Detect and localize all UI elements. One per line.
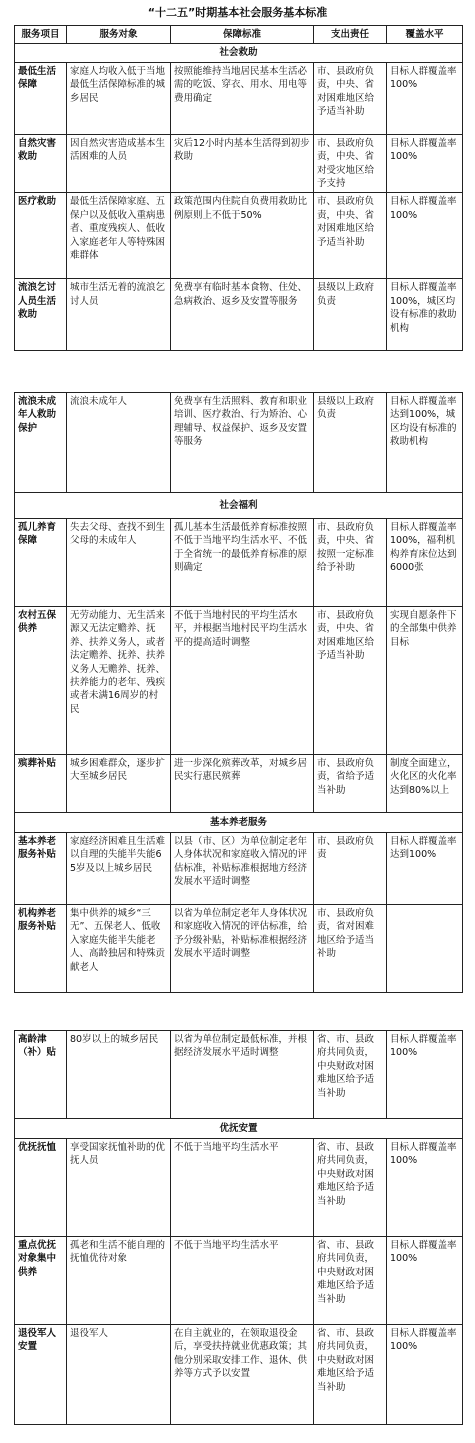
table-row — [15, 193, 463, 279]
cell-item: 高龄津（补）贴 — [15, 1031, 67, 1119]
table-row — [15, 1139, 463, 1237]
cell-item: 医疗救助 — [15, 193, 67, 279]
standards-table-part-1 — [14, 25, 463, 351]
cell-item: 基本养老服务补贴 — [15, 833, 67, 905]
cell-standard: 进一步深化殡葬改革，对城乡居民实行惠民殡葬 — [171, 755, 314, 813]
cell-item: 农村五保供养 — [15, 607, 67, 755]
section-social-assistance: 社会救助 — [15, 44, 463, 62]
header-service-target: 服务对象 — [67, 26, 171, 44]
cell-expenditure: 市、县政府负责，中央、省对困难地区给予适当补助 — [314, 607, 387, 755]
section-social-welfare: 社会福利 — [15, 493, 463, 519]
cell-item: 重点优抚对象集中供养 — [15, 1237, 67, 1325]
cell-target: 因自然灾害造成基本生活困难的人员 — [67, 134, 171, 193]
cell-standard: 按照能维持当地居民基本生活必需的吃饭、穿衣、用水、用电等费用确定 — [171, 62, 314, 134]
cell-expenditure: 市、县政府负责，中央、省按照一定标准给予补助 — [314, 519, 387, 607]
cell-target: 家庭人均收入低于当地最低生活保障标准的城乡居民 — [67, 62, 171, 134]
cell-coverage: 目标人群覆盖率100%，城区均设有标准的救助机构 — [387, 279, 463, 351]
cell-expenditure: 市、县政府负责，中央、省对困难地区给予适当补助 — [314, 62, 387, 134]
cell-expenditure: 县级以上政府负责 — [314, 393, 387, 493]
cell-coverage — [387, 905, 463, 993]
table-row — [15, 905, 463, 993]
cell-coverage: 目标人群覆盖率100% — [387, 62, 463, 134]
cell-item: 流浪乞讨人员生活救助 — [15, 279, 67, 351]
cell-expenditure: 市、县政府负责，中央、省对困难地区给予适当补助 — [314, 193, 387, 279]
header-row — [15, 26, 463, 44]
cell-expenditure: 市、县政府负责，省对困难地区给予适当补助 — [314, 905, 387, 993]
cell-target: 城市生活无着的流浪乞讨人员 — [67, 279, 171, 351]
cell-expenditure: 市、县政府负责 — [314, 833, 387, 905]
cell-standard: 在自主就业的，在领取退役金后，享受扶持就业优惠政策；其他分别采取安排工作、退休、供养等方式予以安置 — [171, 1325, 314, 1425]
cell-coverage: 目标人群覆盖率达到100% — [387, 833, 463, 905]
cell-item: 流浪未成年人救助保护 — [15, 393, 67, 493]
cell-expenditure: 市、县政府负责，省给予适当补助 — [314, 755, 387, 813]
cell-standard: 以省为单位制定老年人身体状况和家庭收入情况的评估标准，给予分级补贴，补贴标准根据经济发展水平适时调整 — [171, 905, 314, 993]
cell-target: 城乡困难群众，逐步扩大至城乡居民 — [67, 755, 171, 813]
cell-target: 80岁以上的城乡居民 — [67, 1031, 171, 1119]
cell-coverage: 目标人群覆盖率达到100%，城区均设有标准的救助机构 — [387, 393, 463, 493]
cell-target: 孤老和生活不能自理的抚恤优待对象 — [67, 1237, 171, 1325]
cell-target: 享受国家抚恤补助的优抚人员 — [67, 1139, 171, 1237]
cell-expenditure: 省、市、县政府共同负责，中央财政对困难地区给予适当补助 — [314, 1139, 387, 1237]
cell-item: 优抚抚恤 — [15, 1139, 67, 1237]
cell-coverage: 目标人群覆盖率100% — [387, 193, 463, 279]
cell-standard: 不低于当地平均生活水平 — [171, 1139, 314, 1237]
cell-target: 退役军人 — [67, 1325, 171, 1425]
cell-expenditure: 市、县政府负责，中央、省对受灾地区给予支持 — [314, 134, 387, 193]
cell-standard: 以省为单位制定最低标准，并根据经济发展水平适时调整 — [171, 1031, 314, 1119]
section-row — [15, 1119, 463, 1139]
table-row — [15, 134, 463, 193]
section-row — [15, 813, 463, 833]
header-coverage: 覆盖水平 — [387, 26, 463, 44]
table-row — [15, 519, 463, 607]
cell-coverage: 目标人群覆盖率100% — [387, 134, 463, 193]
table-row — [15, 393, 463, 493]
cell-standard: 不低于当地村民的平均生活水平，并根据当地村民平均生活水平的提高适时调整 — [171, 607, 314, 755]
section-row — [15, 493, 463, 519]
section-elderly-services: 基本养老服务 — [15, 813, 463, 833]
cell-coverage: 实现自愿条件下的全部集中供养目标 — [387, 607, 463, 755]
cell-standard: 免费享有临时基本食物、住处、急病救治、返乡及安置等服务 — [171, 279, 314, 351]
cell-target: 失去父母、查找不到生父母的未成年人 — [67, 519, 171, 607]
cell-target: 流浪未成年人 — [67, 393, 171, 493]
header-service-item: 服务项目 — [15, 26, 67, 44]
cell-item: 殡葬补贴 — [15, 755, 67, 813]
cell-item: 孤儿养育保障 — [15, 519, 67, 607]
cell-expenditure: 县级以上政府负责 — [314, 279, 387, 351]
table-row — [15, 279, 463, 351]
cell-coverage: 目标人群覆盖率100% — [387, 1139, 463, 1237]
cell-coverage: 目标人群覆盖率100% — [387, 1325, 463, 1425]
standards-table-part-3 — [14, 1030, 463, 1425]
cell-item: 机构养老服务补贴 — [15, 905, 67, 993]
cell-standard: 灾后12小时内基本生活得到初步救助 — [171, 134, 314, 193]
standards-table-part-2 — [14, 392, 463, 993]
section-special-care: 优抚安置 — [15, 1119, 463, 1139]
cell-coverage: 目标人群覆盖率100% — [387, 1237, 463, 1325]
cell-item: 退役军人安置 — [15, 1325, 67, 1425]
cell-expenditure: 省、市、县政府共同负责，中央财政对困难地区给予适当补助 — [314, 1325, 387, 1425]
table-row — [15, 1237, 463, 1325]
cell-target: 最低生活保障家庭、五保户以及低收入重病患者、重度残疾人、低收入家庭老年人等特殊困难群体 — [67, 193, 171, 279]
cell-coverage: 目标人群覆盖率100%，福利机构养育床位达到6000张 — [387, 519, 463, 607]
cell-standard: 免费享有生活照料、教育和职业培训、医疗救治、行为矫治、心理辅导、权益保护、返乡及安置等服务 — [171, 393, 314, 493]
table-row — [15, 833, 463, 905]
table-row — [15, 607, 463, 755]
cell-target: 家庭经济困难且生活难以自理的失能半失能65岁及以上城乡居民 — [67, 833, 171, 905]
cell-target: 集中供养的城乡“三无”、五保老人、低收入家庭失能半失能老人、高龄独居和特殊贡献老人 — [67, 905, 171, 993]
cell-coverage: 目标人群覆盖率100% — [387, 1031, 463, 1119]
table-row — [15, 755, 463, 813]
cell-target: 无劳动能力、无生活来源又无法定赡养、抚养、扶养义务人，或者法定赡养、抚养、扶养义务人无赡养、抚养、扶养能力的老年、残疾或者未满16周岁的村民 — [67, 607, 171, 755]
page-title: “十二五”时期基本社会服务基本标准 — [147, 6, 328, 19]
cell-standard: 以县（市、区）为单位制定老年人身体状况和家庭收入情况的评估标准，补贴标准根据地方经济发展水平适时调整 — [171, 833, 314, 905]
table-row — [15, 1031, 463, 1119]
cell-item: 最低生活保障 — [15, 62, 67, 134]
table-row — [15, 1325, 463, 1425]
cell-expenditure: 省、市、县政府共同负责，中央财政对困难地区给予适当补助 — [314, 1237, 387, 1325]
cell-standard: 孤儿基本生活最低养育标准按照不低于当地平均生活水平、不低于全省统一的最低养育标准的原则确定 — [171, 519, 314, 607]
cell-item: 自然灾害救助 — [15, 134, 67, 193]
header-standard: 保障标准 — [171, 26, 314, 44]
table-row — [15, 62, 463, 134]
cell-expenditure: 省、市、县政府共同负责，中央财政对困难地区给予适当补助 — [314, 1031, 387, 1119]
cell-standard: 不低于当地平均生活水平 — [171, 1237, 314, 1325]
cell-standard: 政策范围内住院自负费用救助比例原则上不低于50% — [171, 193, 314, 279]
cell-coverage: 制度全面建立，火化区的火化率达到80%以上 — [387, 755, 463, 813]
header-expenditure: 支出责任 — [314, 26, 387, 44]
section-row — [15, 44, 463, 62]
